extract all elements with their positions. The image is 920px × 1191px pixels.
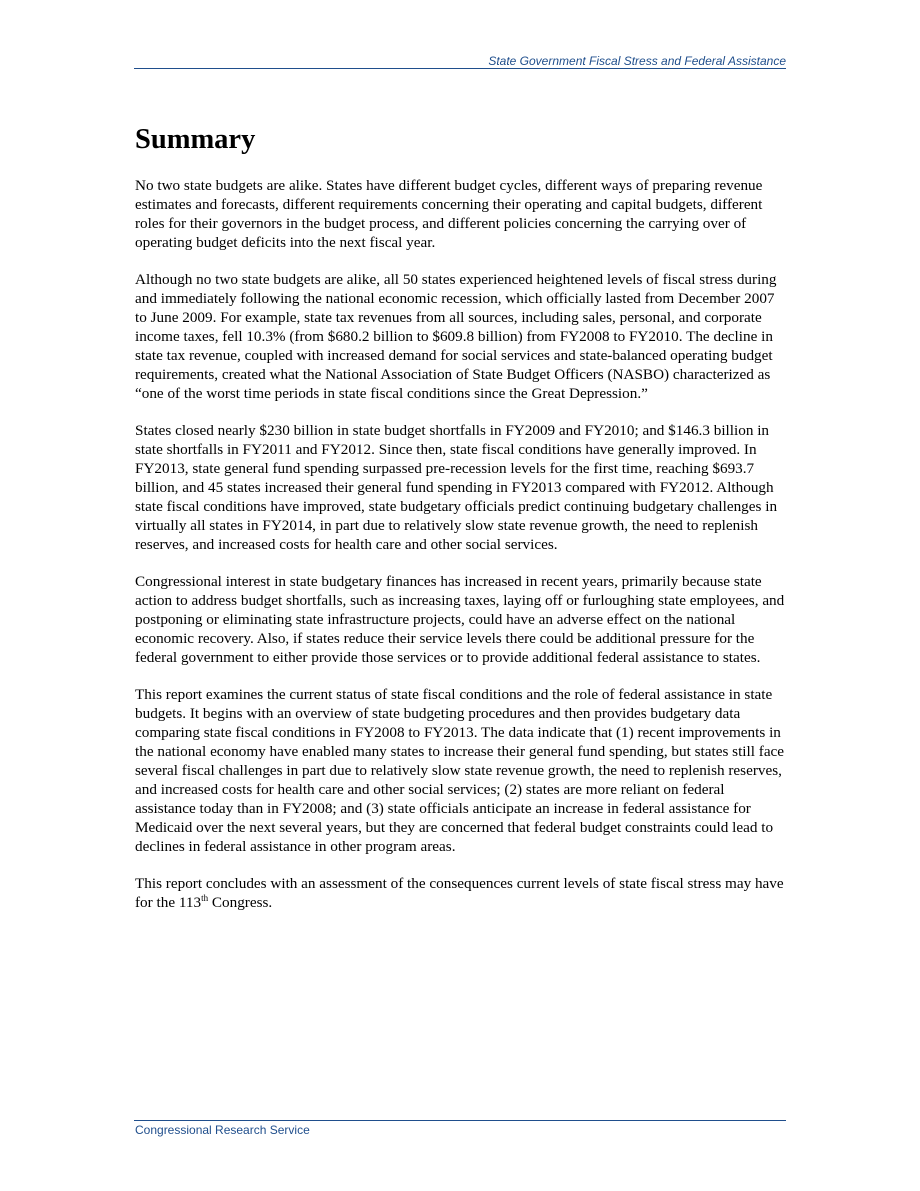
ordinal-suffix: th [201, 892, 209, 903]
paragraph-fiscal-stress: Although no two state budgets are alike, all 50 states experienced heightened levels of fiscal stress during and immediately following the national economic recession, which officially lasted from December 2007 to June 2009. For example, state tax revenues from all sources, including sales, personal, and corporate income taxes, fell 10.3% (from $680.2 billion to $609.8 billion) from FY2008 to FY2010. The decline in state tax revenue, coupled with increased demand for social services and state-balanced operating budget requirements, created what the National Association of State Budget Officers (NASBO) characterized as “one of the worst time periods in state fiscal conditions since the Great Depression.” [135, 271, 777, 402]
footer-organization: Congressional Research Service [135, 1123, 310, 1137]
summary-body [135, 176, 787, 930]
paragraph-budgets-differ: No two state budgets are alike. States have different budget cycles, different ways of preparing revenue estimates and forecasts, different requirements concerning their operating and capital budgets, different roles for their governors in the budget process, and different policies concerning the carrying over of operating budget deficits into the next fiscal year. [135, 177, 763, 251]
paragraph-report-examines: This report examines the current status of state fiscal conditions and the role of federal assistance in state budgets. It begins with an overview of state budgeting procedures and then provides budgetary data comparing state fiscal conditions in FY2008 to FY2013. The data indicate that (1) recent improvements in the national economy have enabled many states to increase their general fund spending, but states still face several fiscal challenges in part due to relatively slow state revenue growth, the need to replenish reserves, and increased costs for health care and other social services; (2) states are more reliant on federal assistance today than in FY2008; and (3) state officials anticipate an increase in federal assistance for Medicaid over the next several years, but they are concerned that federal budget constraints could lead to declines in federal assistance in other program areas. [135, 686, 785, 855]
running-header-title: State Government Fiscal Stress and Federal Assistance [488, 54, 786, 68]
paragraph-report-concludes [135, 874, 787, 912]
header-divider [134, 68, 786, 69]
paragraph-shortfalls: States closed nearly $230 billion in state budget shortfalls in FY2009 and FY2010; and $146.3 billion in state shortfalls in FY2011 and FY2012. Since then, state fiscal conditions have generally improved. In FY2013, state general fund spending surpassed pre-recession levels for the first time, reaching $693.7 billion, and 45 states increased their general fund spending in FY2013 compared with FY2012. Although state fiscal conditions have improved, state budgetary officials predict continuing budgetary challenges in virtually all states in FY2014, in part due to relatively slow state revenue growth, the need to replenish reserves, and increased costs for health care and other social services. [135, 422, 778, 553]
paragraph-concludes-text: This report concludes with an assessment of the consequences current levels of state fiscal stress may have for the 113 [135, 875, 784, 911]
paragraph-concludes-tail: Congress. [208, 894, 273, 911]
paragraph-congressional-interest: Congressional interest in state budgetary finances has increased in recent years, primarily because state action to address budget shortfalls, such as increasing taxes, laying off or furloughing state employees, and postponing or eliminating state infrastructure projects, could have an adverse effect on the national economic recovery. Also, if states reduce their service levels there could be additional pressure for the federal government to either provide those services or to provide additional federal assistance to states. [135, 573, 785, 666]
page-title: Summary [135, 124, 256, 155]
footer-divider [134, 1120, 786, 1121]
